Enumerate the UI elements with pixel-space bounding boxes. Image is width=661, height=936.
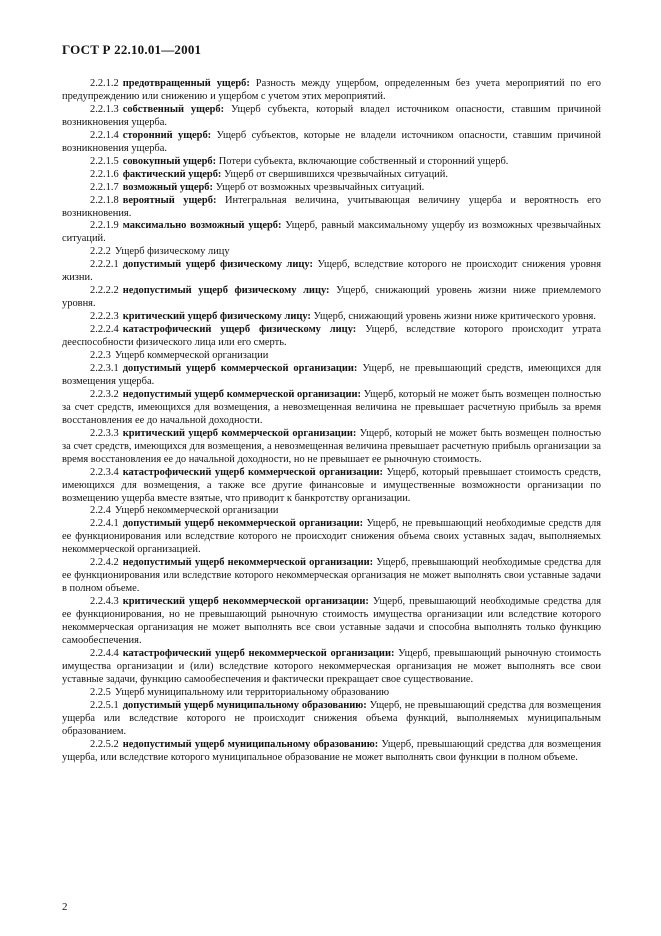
clause-text: Ущерб, который не может быть возмещен полностью за счет средств, имеющихся для возмещения, а невозмещенная величина превышает расчетную прибыль организации за время восстановления ее до начальной доходности, но не превышает ее рыночную стоимость. [62, 427, 601, 465]
clause-term: возможный ущерб: [122, 181, 213, 193]
clause-number: 2.2.3.3 [90, 427, 119, 439]
clause-term: совокупный ущерб: [122, 155, 217, 167]
clause-text: Ущерб субъектов, которые не владели источником опасности, ставшим причиной возникновения ущерба. [62, 129, 601, 154]
clause-text: Ущерб, равный максимальному ущербу из возможных чрезвычайных ситуаций. [62, 220, 601, 245]
clause-text: Ущерб, превышающий необходимые средства для ее функционирования, но не превышающий рыночную стоимость имущества организации или вследствие которого некоммерческая организация не может выполнять все свои уставные задачи и способна выполнять только функцию самообеспечения. [62, 596, 601, 646]
clause-term: недопустимый ущерб некоммерческой организации: [122, 557, 374, 569]
clause-text: Потери субъекта, включающие собственный и сторонний ущерб. [218, 155, 509, 167]
clause-paragraph [62, 687, 601, 700]
clause-term: критический ущерб физическому лицу: [122, 311, 311, 323]
clause-text: Ущерб коммерческой организации [114, 350, 269, 362]
clause-number: 2.2.1.5 [90, 155, 119, 167]
clause-term: катастрофический ущерб некоммерческой организации: [122, 647, 395, 659]
clause-number: 2.2.4.2 [90, 557, 119, 569]
clause-number: 2.2.1.4 [90, 129, 119, 141]
clause-paragraph [62, 130, 601, 156]
clause-text: Ущерб некоммерческой организации [114, 505, 279, 517]
clause-paragraph [62, 505, 601, 518]
clause-paragraph [62, 350, 601, 363]
clause-paragraph [62, 324, 601, 350]
clause-number: 2.2.3.1 [90, 362, 119, 374]
clause-paragraph [62, 182, 601, 195]
clause-paragraph [62, 259, 601, 285]
clause-term: вероятный ущерб: [122, 194, 217, 206]
clause-paragraph [62, 220, 601, 246]
clause-paragraph [62, 246, 601, 259]
clause-term: критический ущерб некоммерческой организации: [122, 596, 369, 608]
clause-text: Ущерб, который не может быть возмещен полностью за счет средств, имеющихся для возмещения, а невозмещенная величина не превышает расчетную прибыль за время восстановления ее до начальной доходности. [62, 388, 601, 426]
clause-number: 2.2.5.2 [90, 738, 119, 750]
clause-paragraph [62, 311, 601, 324]
clause-text: Ущерб от возможных чрезвычайных ситуаций. [215, 181, 425, 193]
clause-term: катастрофический ущерб физическому лицу: [122, 324, 357, 336]
clause-term: максимально возможный ущерб: [122, 220, 282, 232]
clause-text: Ущерб субъекта, который владел источником опасности, ставшим причиной возникновения ущерба. [62, 103, 602, 128]
clause-text: Ущерб, вследствие которого происходит утрата дееспособности физического лица или его смерть. [62, 324, 602, 349]
clause-text: Ущерб, превышающий необходимые средства для ее функционирования или вследствие которого некоммерческая организация не может выполнять свои уставные задачи в полном объеме. [62, 557, 601, 595]
clause-text: Ущерб, не превышающий средства для возмещения ущерба или вследствие которого не происходит снижения объема функций, выполняемых муниципальным образованием. [62, 699, 601, 737]
clause-text: Ущерб от свершившихся чрезвычайных ситуаций. [224, 168, 448, 180]
clause-number: 2.2.1.8 [90, 194, 119, 206]
clause-text: Ущерб, снижающий уровень жизни ниже критического уровня. [313, 311, 596, 323]
clause-term: предотвращенный ущерб: [122, 78, 250, 89]
clause-number: 2.2.4 [90, 505, 111, 517]
clause-text: Ущерб, не превышающий необходимые средств для ее функционирования или вследствие которого не происходит снижения объема своих уставных задач, выполняемых некоммерческой организацией. [62, 518, 601, 556]
clause-number: 2.2.5.1 [90, 699, 119, 711]
clause-paragraph [62, 739, 601, 765]
clause-number: 2.2.2.3 [90, 311, 119, 323]
clause-paragraph [62, 700, 601, 739]
clause-paragraph [62, 389, 601, 428]
clause-paragraph [62, 169, 601, 182]
clause-text: Ущерб, не превышающий средств, имеющихся для возмещения ущерба. [62, 362, 602, 387]
clause-number: 2.2.3.2 [90, 388, 119, 400]
clause-term: недопустимый ущерб физическому лицу: [122, 285, 330, 297]
clause-text: Ущерб муниципальному или территориальному образованию [114, 686, 390, 698]
clause-term: собственный ущерб: [122, 103, 225, 115]
clause-number: 2.2.5 [90, 686, 111, 698]
clause-number: 2.2.2.1 [90, 259, 119, 271]
clause-text: Ущерб, снижающий уровень жизни ниже приемлемого уровня. [62, 285, 601, 310]
clause-paragraph [62, 285, 601, 311]
clause-number: 2.2.2 [90, 246, 111, 258]
clause-paragraph [62, 78, 601, 104]
clause-term: критический ущерб коммерческой организации: [122, 427, 357, 439]
clause-term: допустимый ущерб муниципальному образованию: [122, 699, 367, 711]
clause-number: 2.2.3.4 [90, 466, 119, 478]
clause-paragraph [62, 518, 601, 557]
document-header: ГОСТ Р 22.10.01—2001 [62, 42, 202, 57]
clause-number: 2.2.4.1 [90, 518, 119, 530]
clause-number: 2.2.3 [90, 350, 111, 362]
clause-term: катастрофический ущерб коммерческой организации: [122, 466, 384, 478]
clause-paragraph [62, 195, 601, 221]
clause-term: допустимый ущерб коммерческой организации: [122, 362, 358, 374]
clause-number: 2.2.2.4 [90, 324, 119, 336]
clause-term: сторонний ущерб: [122, 129, 212, 141]
clause-number: 2.2.4.3 [90, 596, 119, 608]
clause-text: Ущерб, превышающий средства для возмещения ущерба, или вследствие которого муниципальное образование не может выполнять свои функции в полном объеме. [62, 738, 602, 763]
clause-text: Разность между ущербом, определенным без учета мероприятий по его предупреждению или снижению и ущербом с учетом этих мероприятий. [62, 78, 601, 102]
document-body [62, 78, 601, 765]
page-number: 2 [62, 901, 68, 913]
clause-text: Ущерб, превышающий рыночную стоимость имущества организации и (или) вследствие которого некоммерческая организация не может выполнять все свои уставные задачи, функцию самообеспечения и фактически прекращает свое существование. [62, 647, 602, 685]
clause-number: 2.2.1.3 [90, 103, 119, 115]
clause-term: недопустимый ущерб муниципальному образованию: [122, 738, 379, 750]
clause-paragraph [62, 156, 601, 169]
clause-term: допустимый ущерб физическому лицу: [122, 259, 313, 271]
clause-text: Интегральная величина, учитывающая величину ущерба и вероятность его возникновения. [62, 194, 601, 219]
clause-text: Ущерб, который превышает стоимость средств, имеющихся для возмещения, а также все другие финансовые и имущественные возможности организации по возмещению ущерба вместе взятые, что приводит к банкротству организации. [62, 466, 601, 504]
clause-number: 2.2.1.2 [90, 78, 119, 89]
clause-text: Ущерб, вследствие которого не происходит снижения уровня жизни. [62, 259, 602, 284]
clause-paragraph [62, 467, 601, 506]
clause-paragraph [62, 104, 601, 130]
clause-term: фактический ущерб: [122, 168, 222, 180]
clause-number: 2.2.1.7 [90, 181, 119, 193]
clause-term: недопустимый ущерб коммерческой организации: [122, 388, 361, 400]
clause-number: 2.2.1.9 [90, 220, 119, 232]
clause-paragraph [62, 428, 601, 467]
clause-term: допустимый ущерб некоммерческой организации: [122, 518, 364, 530]
clause-number: 2.2.2.2 [90, 285, 119, 297]
clause-paragraph [62, 596, 601, 648]
clause-paragraph [62, 363, 601, 389]
clause-paragraph [62, 557, 601, 596]
clause-text: Ущерб физическому лицу [114, 246, 230, 258]
clause-number: 2.2.1.6 [90, 168, 119, 180]
clause-number: 2.2.4.4 [90, 647, 119, 659]
clause-paragraph [62, 648, 601, 687]
